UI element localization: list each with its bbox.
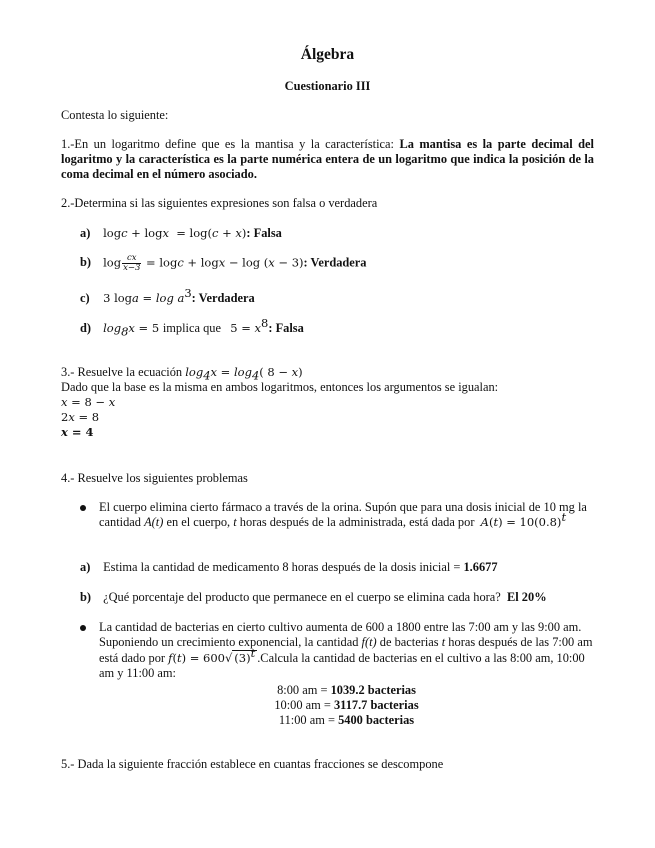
- result-row: 8:00 am = 1039.2 bacterias: [277, 683, 416, 697]
- item-answer: : Verdadera: [303, 255, 367, 270]
- item-label: c): [80, 291, 90, 305]
- question-4-text: 4.- Resuelve los siguientes problemas: [61, 471, 248, 485]
- question-2-item-c: c) 3 $\log a = \log a^3$: Verdadera: [80, 285, 255, 305]
- question-4-bullet-1: El cuerpo elimina cierto fármaco a través de la orina. Supón que para una dosis inicial de 10 mg la cantidad A(t) en el cuerpo, t horas después de la administrada, está dada por $A(t) = 10(0.8)^t$: [99, 500, 594, 530]
- item-answer: : Falsa: [246, 226, 282, 240]
- item-label: a): [80, 226, 91, 240]
- question-5-text: 5.- Dada la siguiente fracción establece en cuantas fracciones se descompone: [61, 757, 444, 771]
- question-4-item-b: b) ¿Qué porcentaje del producto que permanece en el cuerpo se elimina cada hora? El 20%: [80, 590, 547, 604]
- page-subtitle: Cuestionario III: [284, 79, 371, 93]
- question-1-answer: La mantisa es la parte decimal del logaritmo y la característica es la parte numérica entera de un logaritmo que indica la posición de la coma decimal en el número asociado.: [61, 137, 594, 181]
- equation-step-2: 2x = 8: [61, 410, 100, 424]
- question-3: 3.- Resuelve la ecuación $\log_4x = \log_4$( 8 − x): [61, 365, 303, 383]
- item-label: b): [80, 255, 92, 270]
- question-1: [61, 137, 594, 182]
- page-title: Álgebra: [300, 46, 355, 63]
- item-answer: El 20%: [507, 590, 547, 604]
- question-2-text: 2.-Determina si las siguientes expresiones son falsa o verdadera: [61, 196, 378, 210]
- implies-text: implica que: [162, 321, 221, 335]
- bullet-icon: [80, 505, 86, 511]
- question-4-item-a: a) Estima la cantidad de medicamento 8 horas después de la dosis inicial = 1.6677: [80, 560, 498, 574]
- item-answer: : Falsa: [268, 321, 304, 335]
- equation-step-1: x = 8 − x: [61, 395, 116, 409]
- result-row: 11:00 am = 5400 bacterias: [278, 713, 415, 727]
- question-3-text: 3.- Resuelve la ecuación: [61, 365, 183, 379]
- question-2-item-a: a) logc + logx = log(c + x): Falsa: [80, 226, 282, 240]
- question-2-item-d: d) $\log_8x = 5$ implica que $5 = x^8$: Falsa: [80, 315, 304, 339]
- item-answer: : Verdadera: [191, 291, 255, 305]
- intro-text: Contesta lo siguiente:: [61, 108, 169, 122]
- bullet-icon: [80, 625, 86, 631]
- question-4-bullet-2: La cantidad de bacterias en cierto cultivo aumenta de 600 a 1800 entre las 7:00 am y las 9:00 am. Suponiendo un crecimiento exponencial, la cantidad f(t) de bacterias t horas después de las 7:00 am está dado por f(t) = 600√ $(3)^t$ .Calcula la cantidad de bacterias en el cultivo a las 8:00 am, 10:00 am y 11:00 am:: [99, 620, 594, 681]
- question-2-item-b: b) log $\frac{cx}{x-3}$ = logc + logx − log (x − 3): Verdadera: [80, 253, 367, 273]
- equation-step-3: x = 4: [61, 425, 94, 439]
- question-3-explanation: Dado que la base es la misma en ambos logaritmos, entonces los argumentos se igualan:: [61, 380, 499, 394]
- question-1-text: 1.-En un logaritmo define que es la mantisa y la característica:: [61, 137, 394, 151]
- item-label: d): [80, 321, 92, 335]
- result-row: 10:00 am = 3117.7 bacterias: [274, 698, 419, 712]
- item-answer: 1.6677: [463, 560, 498, 574]
